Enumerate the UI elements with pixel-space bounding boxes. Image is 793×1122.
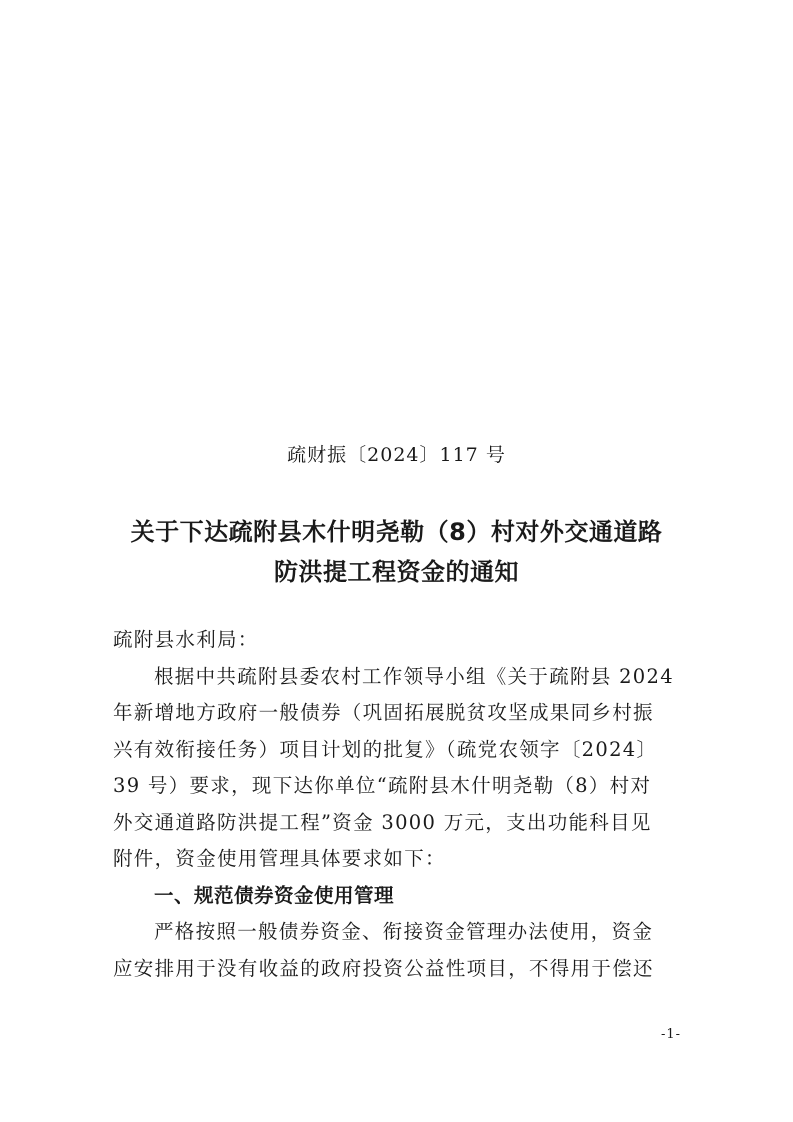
- paragraph-1: [113, 659, 683, 878]
- paragraph-line: 应安排用于没有收益的政府投资公益性项目，不得用于偿还: [113, 956, 654, 980]
- title-line: 防洪提工程资金的通知: [274, 558, 519, 586]
- paragraph-line: 根据中共疏附县委农村工作领导小组《关于疏附县 2024: [154, 664, 674, 688]
- section-heading: 一、规范债券资金使用管理: [154, 883, 395, 907]
- paragraph-line: 年新增地方政府一般债券（巩固拓展脱贫攻坚成果同乡村振: [113, 701, 654, 724]
- paragraph-2: [113, 914, 683, 987]
- paragraph-line: 外交通道路防洪提工程”资金 3000 万元，支出功能科目见: [113, 810, 652, 834]
- page-number: -1-: [660, 1027, 681, 1042]
- recipient: 疏附县水利局：: [113, 628, 259, 651]
- paragraph-line: 兴有效衔接任务）项目计划的批复》（疏党农领字〔2024〕: [113, 737, 658, 761]
- title-line: 关于下达疏附县木什明尧勒（8）村对外交通道路: [130, 518, 663, 546]
- paragraph-line: 39 号）要求，现下达你单位“疏附县木什明尧勒（8）村对: [113, 774, 652, 797]
- paragraph-line: 附件，资金使用管理具体要求如下：: [113, 847, 446, 870]
- document-title: [0, 512, 793, 592]
- paragraph-line: 严格按照一般债券资金、衔接资金管理办法使用，资金: [154, 920, 654, 943]
- document-number: 疏财振〔2024〕117 号: [287, 444, 506, 466]
- document-body: [113, 622, 683, 987]
